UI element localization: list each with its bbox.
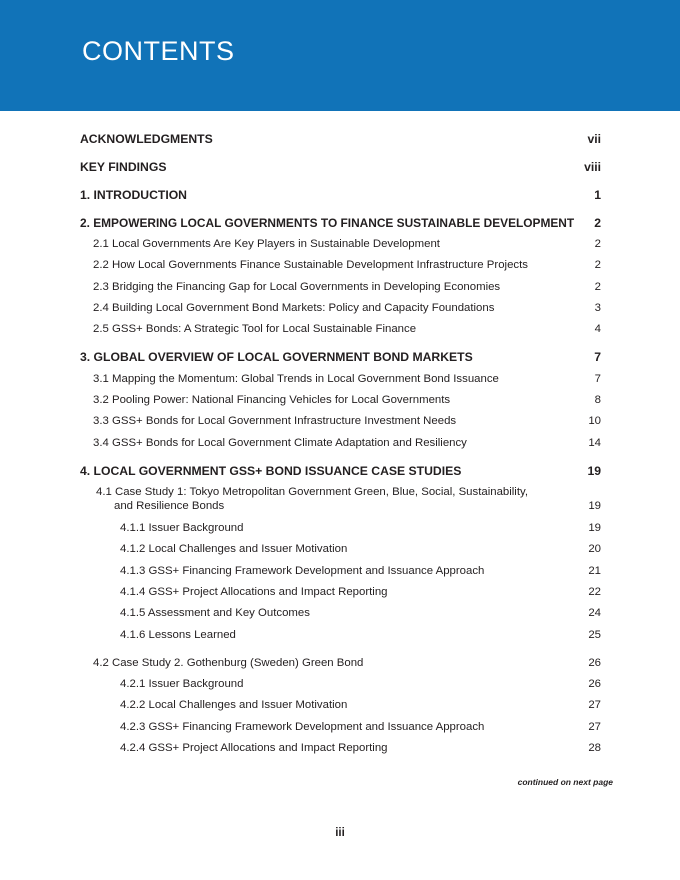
toc-entry-page: 19 [587, 464, 601, 478]
toc-entry-page: 2 [594, 281, 601, 293]
toc-entry-title-continued: and Resilience Bonds [114, 500, 225, 512]
toc-entry-page: vii [587, 132, 601, 146]
toc-entry-title: 3.4 GSS+ Bonds for Local Government Climate Adaptation and Resiliency [93, 437, 467, 449]
toc-entry-title: 2.4 Building Local Government Bond Markets: Policy and Capacity Foundations [93, 302, 495, 314]
toc-entry-title: 3.3 GSS+ Bonds for Local Government Infrastructure Investment Needs [93, 415, 457, 427]
toc-entry-page: 27 [588, 721, 601, 733]
toc-entry-title: 4.2.3 GSS+ Financing Framework Development and Issuance Approach [120, 721, 485, 733]
toc-entry-page: 19 [588, 522, 601, 534]
toc-entry-title: 3.1 Mapping the Momentum: Global Trends in Local Government Bond Issuance [93, 373, 499, 385]
toc-entry-title: 4. LOCAL GOVERNMENT GSS+ BOND ISSUANCE CASE STUDIES [80, 464, 462, 478]
toc-entry-page: 8 [594, 394, 601, 406]
toc-entry-title: 3. GLOBAL OVERVIEW OF LOCAL GOVERNMENT BOND MARKETS [80, 350, 473, 364]
toc-entry-title: 4.2.4 GSS+ Project Allocations and Impact Reporting [120, 742, 388, 754]
continued-note: continued on next page [517, 777, 613, 787]
toc-entry-page: 24 [588, 607, 601, 619]
toc-entry-page: 1 [594, 188, 601, 202]
toc-entry-page: 20 [588, 543, 601, 555]
toc-entry-page: 2 [594, 259, 601, 271]
toc-entry-title: 4.1.5 Assessment and Key Outcomes [120, 607, 310, 619]
toc-entry-page: 3 [594, 302, 601, 314]
toc-entry-page: 21 [588, 565, 601, 577]
toc-entry-page: 7 [594, 350, 601, 364]
toc-entry-title: 4.1.6 Lessons Learned [120, 629, 236, 641]
toc-entry-page: 19 [588, 500, 601, 512]
toc-entry-title: 2.3 Bridging the Financing Gap for Local Governments in Developing Economies [93, 281, 501, 293]
toc-entry-title: ACKNOWLEDGMENTS [80, 132, 213, 146]
toc-entry-title: KEY FINDINGS [80, 160, 167, 174]
toc-entry-page: 22 [588, 586, 601, 598]
toc-entry-page: 26 [588, 678, 601, 690]
toc-entry-page: 27 [588, 699, 601, 711]
toc-entry-page: 2 [594, 238, 601, 250]
toc-entry-title: 3.2 Pooling Power: National Financing Vehicles for Local Governments [93, 394, 451, 406]
toc-entry-title: 4.2.2 Local Challenges and Issuer Motivation [120, 699, 348, 711]
toc-entry-title: 4.1.3 GSS+ Financing Framework Development and Issuance Approach [120, 565, 485, 577]
toc-entry-title: 4.2.1 Issuer Background [120, 678, 244, 690]
toc-entry-title: 4.2 Case Study 2. Gothenburg (Sweden) Green Bond [93, 657, 364, 669]
toc-entry-title: 4.1.1 Issuer Background [120, 522, 244, 534]
toc-entry-page: 25 [588, 629, 601, 641]
toc-entry-page: 26 [588, 657, 601, 669]
toc-entry-page: 14 [588, 437, 601, 449]
toc-entry-title: 4.1.4 GSS+ Project Allocations and Impact Reporting [120, 586, 388, 598]
toc-entry-title: 2.2 How Local Governments Finance Sustainable Development Infrastructure Projects [93, 259, 528, 271]
toc-entry-title: 4.1.2 Local Challenges and Issuer Motivation [120, 543, 348, 555]
page-title: CONTENTS [82, 36, 235, 66]
toc-entry-page: 10 [588, 415, 601, 427]
toc-entry-title: 4.1 Case Study 1: Tokyo Metropolitan Government Green, Blue, Social, Sustainability, [96, 486, 529, 498]
toc-entry-title: 2. EMPOWERING LOCAL GOVERNMENTS TO FINANCE SUSTAINABLE DEVELOPMENT [80, 216, 575, 230]
toc-entry-page: 4 [594, 323, 601, 335]
toc-entry-title: 2.5 GSS+ Bonds: A Strategic Tool for Local Sustainable Finance [93, 323, 417, 335]
toc-entry-page: 28 [588, 742, 601, 754]
toc-entry-page: 7 [594, 373, 601, 385]
page-number: iii [335, 827, 345, 839]
toc-entry-page: 2 [594, 216, 601, 230]
toc-entry-page: viii [584, 160, 601, 174]
toc-entry-title: 1. INTRODUCTION [80, 188, 187, 202]
toc-entry-title: 2.1 Local Governments Are Key Players in Sustainable Development [93, 238, 440, 250]
